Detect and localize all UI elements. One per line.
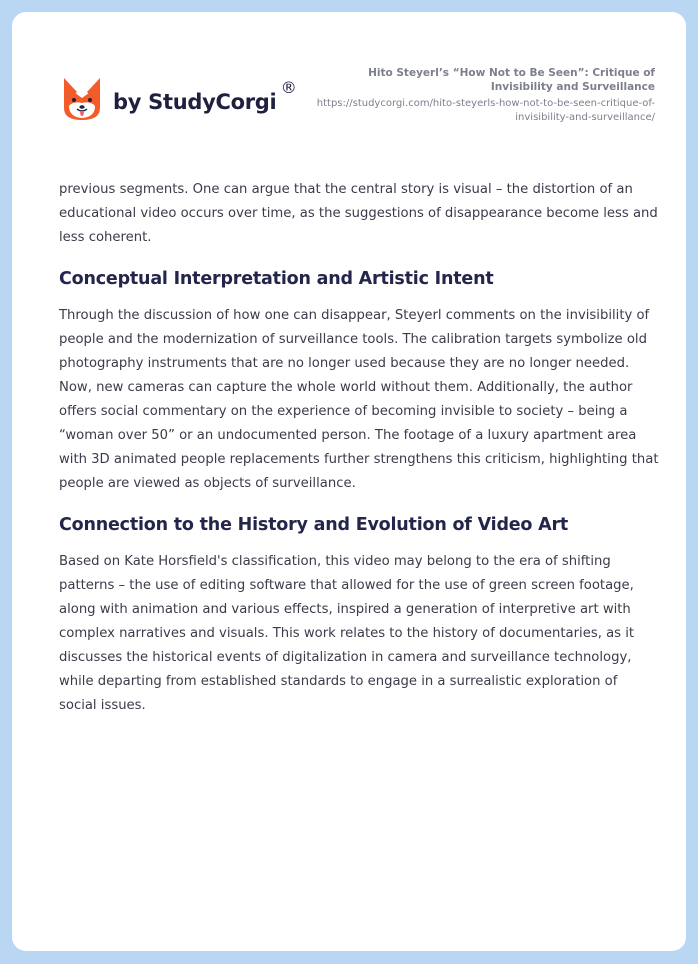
intro-paragraph: previous segments. One can argue that the central story is visual – the distortion of an educational video occurs over time, as the suggestions of disappearance become less and less coherent. (59, 182, 658, 245)
logo-wordmark (113, 78, 297, 114)
section-heading-conceptual-interpretation: Conceptual Interpretation and Artistic Intent (59, 269, 494, 289)
section-paragraph-conceptual-interpretation: Through the discussion of how one can disappear, Steyerl comments on the invisibility of people and the modernization of surveillance tools. The calibration targets symbolize old photography instruments that are no longer used because they are no longer needed. Now, new cameras can capture the whole world without them. Additionally, the author offers social commentary on the experience of becoming invisible to society – being a “woman over 50” or an undocumented person. The footage of a luxury apartment area with 3D animated people replacements further strengthens this criticism, highlighting that people are viewed as objects of surveillance. (59, 308, 659, 491)
section-heading-video-art-history: Connection to the History and Evolution of Video Art (59, 515, 569, 535)
registered-mark: ® (280, 78, 297, 97)
document-meta (315, 66, 655, 125)
page-header (12, 12, 686, 152)
logo-text: by StudyCorgi (113, 90, 277, 114)
section-paragraph-video-art-history: Based on Kate Horsfield's classification, this video may belong to the era of shifting patterns – the use of editing software that allowed for the use of green screen footage, along with animation and various effects, inspired a generation of interpretive art with complex narratives and visuals. This work relates to the history of documentaries, as it discusses the historical events of digitalization in camera and surveillance technology, while departing from established standards to engage in a surrealistic exploration of social issues. (59, 554, 635, 713)
document-title: Hito Steyerl’s “How Not to Be Seen”: Critique of Invisibility and Surveillance (368, 67, 655, 93)
studycorgi-logo[interactable] (61, 76, 297, 122)
document-body (59, 178, 659, 718)
document-page (12, 12, 686, 951)
corgi-logo-icon (61, 76, 103, 122)
document-url[interactable]: https://studycorgi.com/hito-steyerls-how-not-to-be-seen-critique-of-invisibility-and-surveillance/ (316, 98, 655, 123)
